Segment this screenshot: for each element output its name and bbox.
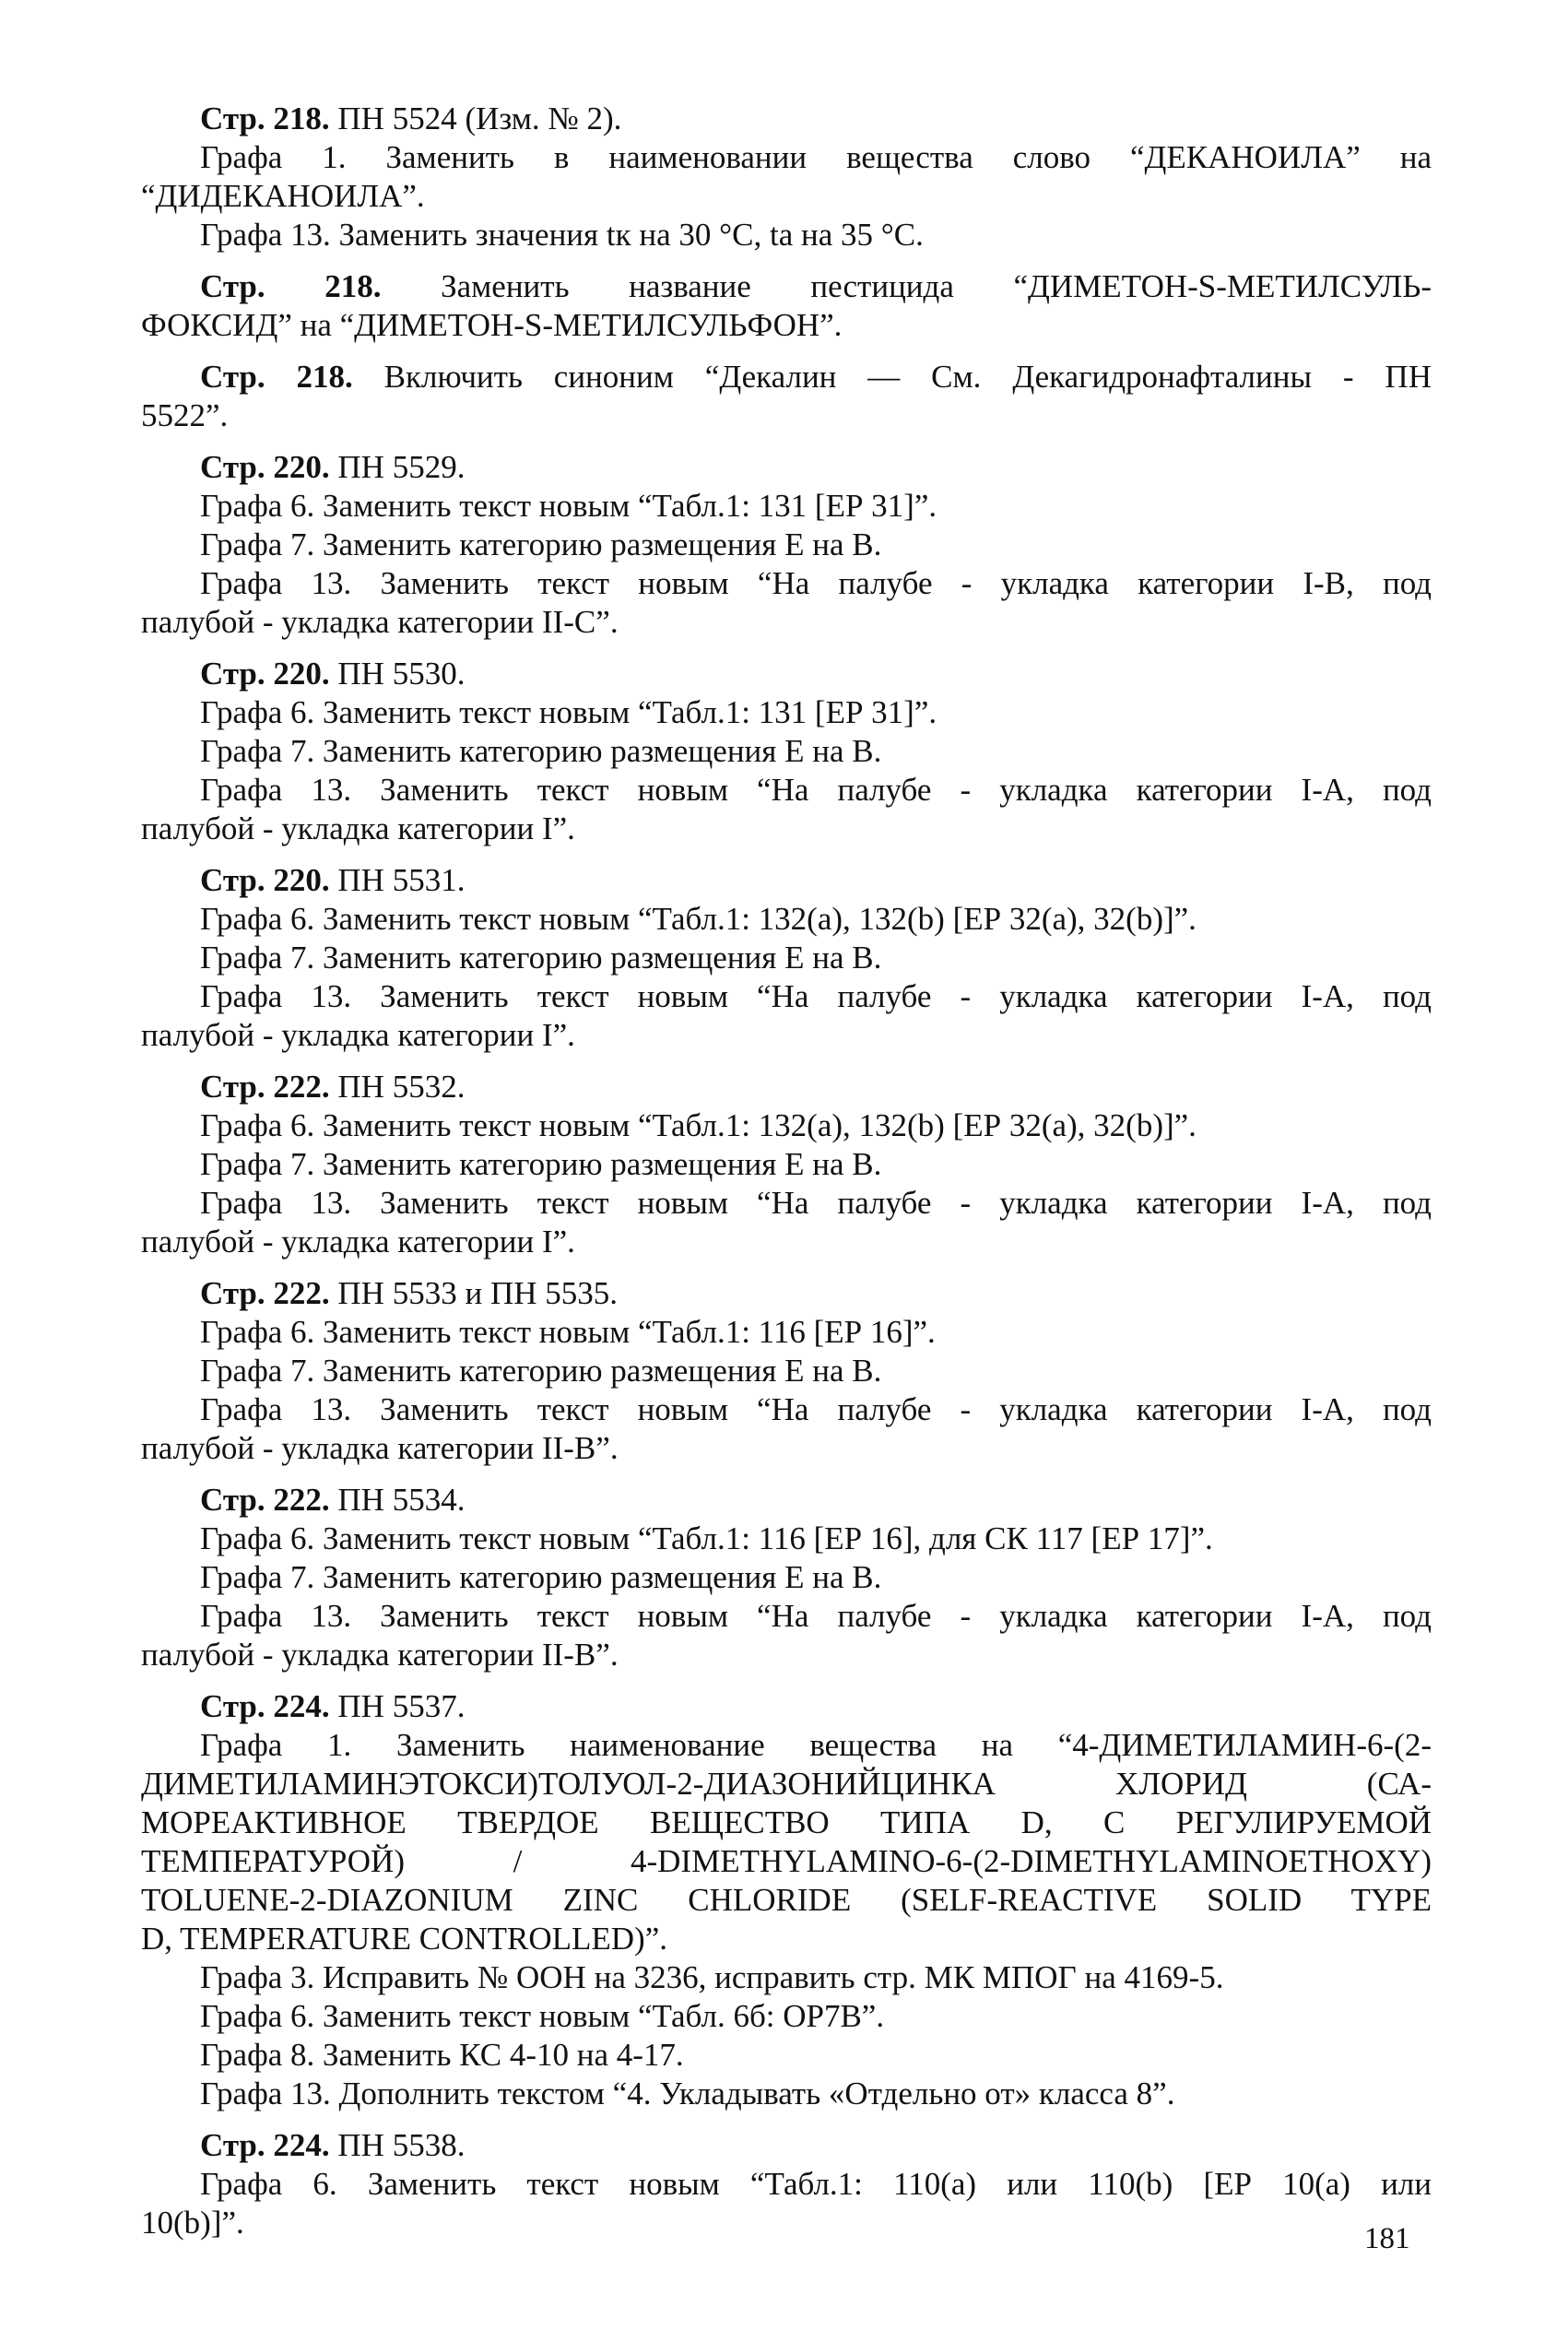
text-line: Графа 13. Дополнить текстом “4. Укладывать «Отдельно от» класса 8”. [200,2076,1175,2111]
amendment-entry [141,267,1432,345]
heading-text: ПН 5529. [329,449,466,485]
heading-text: ПН 5538. [329,2127,466,2163]
text-line: Графа 13. Заменить текст новым “На палубе - укладка категории I-А, под [200,978,1432,1014]
heading-text: ПН 5534. [329,1482,466,1518]
entry-heading [141,1687,1432,1726]
amendment-entry [141,1068,1432,1261]
page-reference: Стр. 224. [200,1688,330,1724]
text-line: Графа 7. Заменить категорию размещения Е на В. [200,1559,882,1595]
text-line: Графа 1. Заменить наименование вещества на “4-ДИМЕТИЛАМИН-6-(2- [200,1727,1432,1763]
text-line: 5522”. [141,397,229,433]
page-reference: Стр. 222. [200,1482,330,1518]
entry-heading [141,861,1432,900]
entry-heading [141,1068,1432,1106]
text-line: палубой - укладка категории I”. [141,1017,575,1053]
text-line: D, TEMPERATURE CONTROLLED)”. [141,1921,667,1957]
page-reference: Стр. 218. [200,268,382,304]
page-reference: Стр. 218. [200,101,330,136]
text-line: Графа 6. Заменить текст новым “Табл. 6б: ОР7В”. [200,1998,885,2034]
document-page [141,100,1432,2255]
entry-heading [141,267,1432,306]
amendment-entry [141,655,1432,848]
page-reference: Стр. 220. [200,862,330,898]
text-line: палубой - укладка категории I”. [141,1224,575,1260]
entry-heading [141,1481,1432,1520]
text-line: Графа 6. Заменить текст новым “Табл.1: 116 [ЕР 16], для СК 117 [ЕР 17]”. [200,1520,1213,1556]
text-line: палубой - укладка категории I”. [141,810,575,846]
entry-heading [141,655,1432,693]
entry-heading [141,448,1432,487]
text-line: Графа 7. Заменить категорию размещения Е на В. [200,526,882,562]
heading-text: ПН 5533 и ПН 5535. [329,1275,618,1311]
heading-text: ПН 5532. [329,1069,466,1105]
amendment-entry [141,1687,1432,2113]
amendment-entry [141,100,1432,254]
text-line: ФОКСИД” на “ДИМЕТОН-S-МЕТИЛСУЛЬФОН”. [141,307,843,343]
text-line: “ДИДЕКАНОИЛА”. [141,178,425,214]
amendment-entry [141,861,1432,1055]
text-line: ТЕМПЕРАТУРОЙ) / 4-DIMETHYLAMINO-6-(2-DIMETHYLAMINOETHOXY) [141,1843,1432,1879]
text-line: Графа 13. Заменить текст новым “На палубе - укладка категории I-А, под [200,772,1432,808]
entry-heading [141,100,1432,138]
text-line: Графа 7. Заменить категорию размещения Е на В. [200,940,882,976]
text-line: Графа 8. Заменить КС 4-10 на 4-17. [200,2037,684,2073]
text-line: Графа 6. Заменить текст новым “Табл.1: 131 [ЕР 31]”. [200,694,937,730]
page-reference: Стр. 220. [200,656,330,692]
text-line: TOLUENE-2-DIAZONIUM ZINC CHLORIDE (SELF-REACTIVE SOLID TYPE [141,1882,1432,1918]
text-line: Графа 13. Заменить текст новым “На палубе - укладка категории I-А, под [200,1598,1432,1634]
text-line: 10(b)]”. [141,2205,244,2241]
text-line: Графа 6. Заменить текст новым “Табл.1: 116 [ЕР 16]”. [200,1314,936,1350]
text-line: Графа 6. Заменить текст новым “Табл.1: 132(a), 132(b) [ЕР 32(a), 32(b)]”. [200,1107,1197,1143]
amendment-entry [141,1481,1432,1674]
text-line: МОРЕАКТИВНОЕ ТВЕРДОЕ ВЕЩЕСТВО ТИПА D, С РЕГУЛИРУЕМОЙ [141,1804,1432,1840]
entry-heading [141,1274,1432,1313]
text-line: ДИМЕТИЛАМИНЭТОКСИ)ТОЛУОЛ-2-ДИАЗОНИЙЦИНКА ХЛОРИД (СА- [141,1766,1432,1802]
text-line: Графа 3. Исправить № ООН на 3236, исправить стр. МК МПОГ на 4169-5. [200,1959,1224,1995]
text-line: Графа 6. Заменить текст новым “Табл.1: 110(a) или 110(b) [ЕР 10(a) или [200,2166,1432,2202]
page-reference: Стр. 224. [200,2127,330,2163]
amendment-entry [141,448,1432,642]
entry-heading [141,2126,1432,2165]
text-line: Графа 13. Заменить текст новым “На палубе - укладка категории I-А, под [200,1185,1432,1221]
heading-text: ПН 5537. [329,1688,466,1724]
text-line: Графа 13. Заменить текст новым “На палубе - укладка категории I-В, под [200,565,1432,601]
amendment-entry [141,1274,1432,1468]
page-reference: Стр. 222. [200,1275,330,1311]
heading-text: Включить синоним “Декалин — См. Декагидронафталины - ПН [352,359,1432,395]
text-line: Графа 7. Заменить категорию размещения Е на В. [200,733,882,769]
text-line: Графа 13. Заменить значения tк на 30 °С, tа на 35 °С. [200,217,924,253]
text-line: Графа 6. Заменить текст новым “Табл.1: 131 [ЕР 31]”. [200,488,937,524]
heading-text: Заменить название пестицида “ДИМЕТОН-S-МЕТИЛСУЛЬ- [381,268,1432,304]
heading-text: ПН 5524 (Изм. № 2). [329,101,622,136]
page-reference: Стр. 218. [200,359,353,395]
text-line: палубой - укладка категории II-С”. [141,604,619,640]
text-line: Графа 6. Заменить текст новым “Табл.1: 132(a), 132(b) [ЕР 32(a), 32(b)]”. [200,901,1197,937]
text-line: Графа 1. Заменить в наименовании вещества слово “ДЕКАНОИЛА” на [200,139,1432,175]
text-line: палубой - укладка категории II-В”. [141,1637,619,1673]
text-line: Графа 13. Заменить текст новым “На палубе - укладка категории I-А, под [200,1391,1432,1427]
heading-text: ПН 5531. [329,862,466,898]
entry-heading [141,358,1432,396]
text-line: Графа 7. Заменить категорию размещения Е на В. [200,1146,882,1182]
page-reference: Стр. 220. [200,449,330,485]
page-number: 181 [1364,2222,1410,2255]
heading-text: ПН 5530. [329,656,466,692]
amendment-entry [141,358,1432,435]
amendment-entry [141,2126,1432,2242]
page-reference: Стр. 222. [200,1069,330,1105]
text-line: Графа 7. Заменить категорию размещения Е на В. [200,1353,882,1389]
text-line: палубой - укладка категории II-В”. [141,1430,619,1466]
